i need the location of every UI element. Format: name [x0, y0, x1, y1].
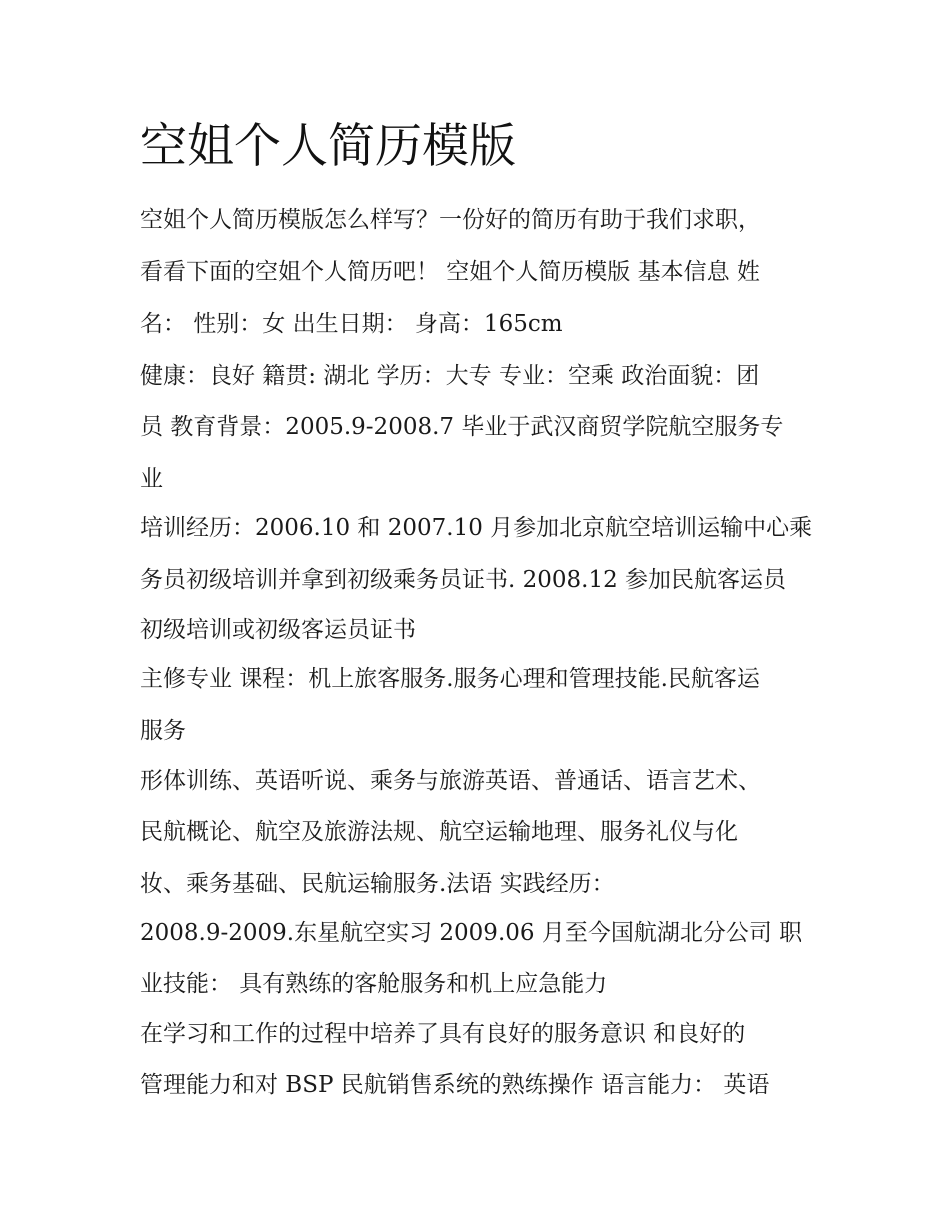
text-line-10: 主修专业 课程：机上旅客服务.服务心理和管理技能.民航客运	[140, 666, 760, 692]
text-line-2: 看看下面的空姐个人简历吧！ 空姐个人简历模版 基本信息 姓	[140, 259, 760, 285]
text-line-12: 形体训练、英语听说、乘务与旅游英语、普通话、语言艺术、	[140, 768, 761, 794]
text-line-8: 务员初级培训并拿到初级乘务员证书. 2008.12 参加民航客运员	[140, 567, 787, 593]
text-line-13: 民航概论、航空及旅游法规、航空运输地理、服务礼仪与化	[140, 819, 738, 845]
text-line-15: 2008.9-2009.东星航空实习 2009.06 月至今国航湖北分公司 职	[140, 920, 803, 946]
text-line-4: 健康：良好 籍贯: 湖北 学历：大专 专业：空乘 政治面貌：团	[140, 363, 760, 389]
text-line-6: 业	[140, 466, 163, 492]
text-line-9: 初级培训或初级客运员证书	[140, 617, 416, 643]
text-line-11: 服务	[140, 718, 186, 744]
text-line-14: 妆、乘务基础、民航运输服务.法语 实践经历：	[140, 871, 615, 897]
document-title: 空姐个人简历模版	[140, 119, 516, 174]
text-line-17: 在学习和工作的过程中培养了具有良好的服务意识 和良好的	[140, 1021, 746, 1047]
text-line-16: 业技能： 具有熟练的客舱服务和机上应急能力	[140, 971, 608, 997]
text-line-7: 培训经历：2006.10 和 2007.10 月参加北京航空培训运输中心乘	[140, 515, 813, 541]
text-line-18: 管理能力和对 BSP 民航销售系统的熟练操作 语言能力： 英语	[140, 1072, 770, 1098]
text-line-3: 名： 性别：女 出生日期： 身高：165cm	[140, 311, 563, 337]
text-line-1: 空姐个人简历模版怎么样写？一份好的简历有助于我们求职，	[140, 207, 761, 233]
text-line-5: 员 教育背景：2005.9-2008.7 毕业于武汉商贸学院航空服务专	[140, 414, 784, 440]
